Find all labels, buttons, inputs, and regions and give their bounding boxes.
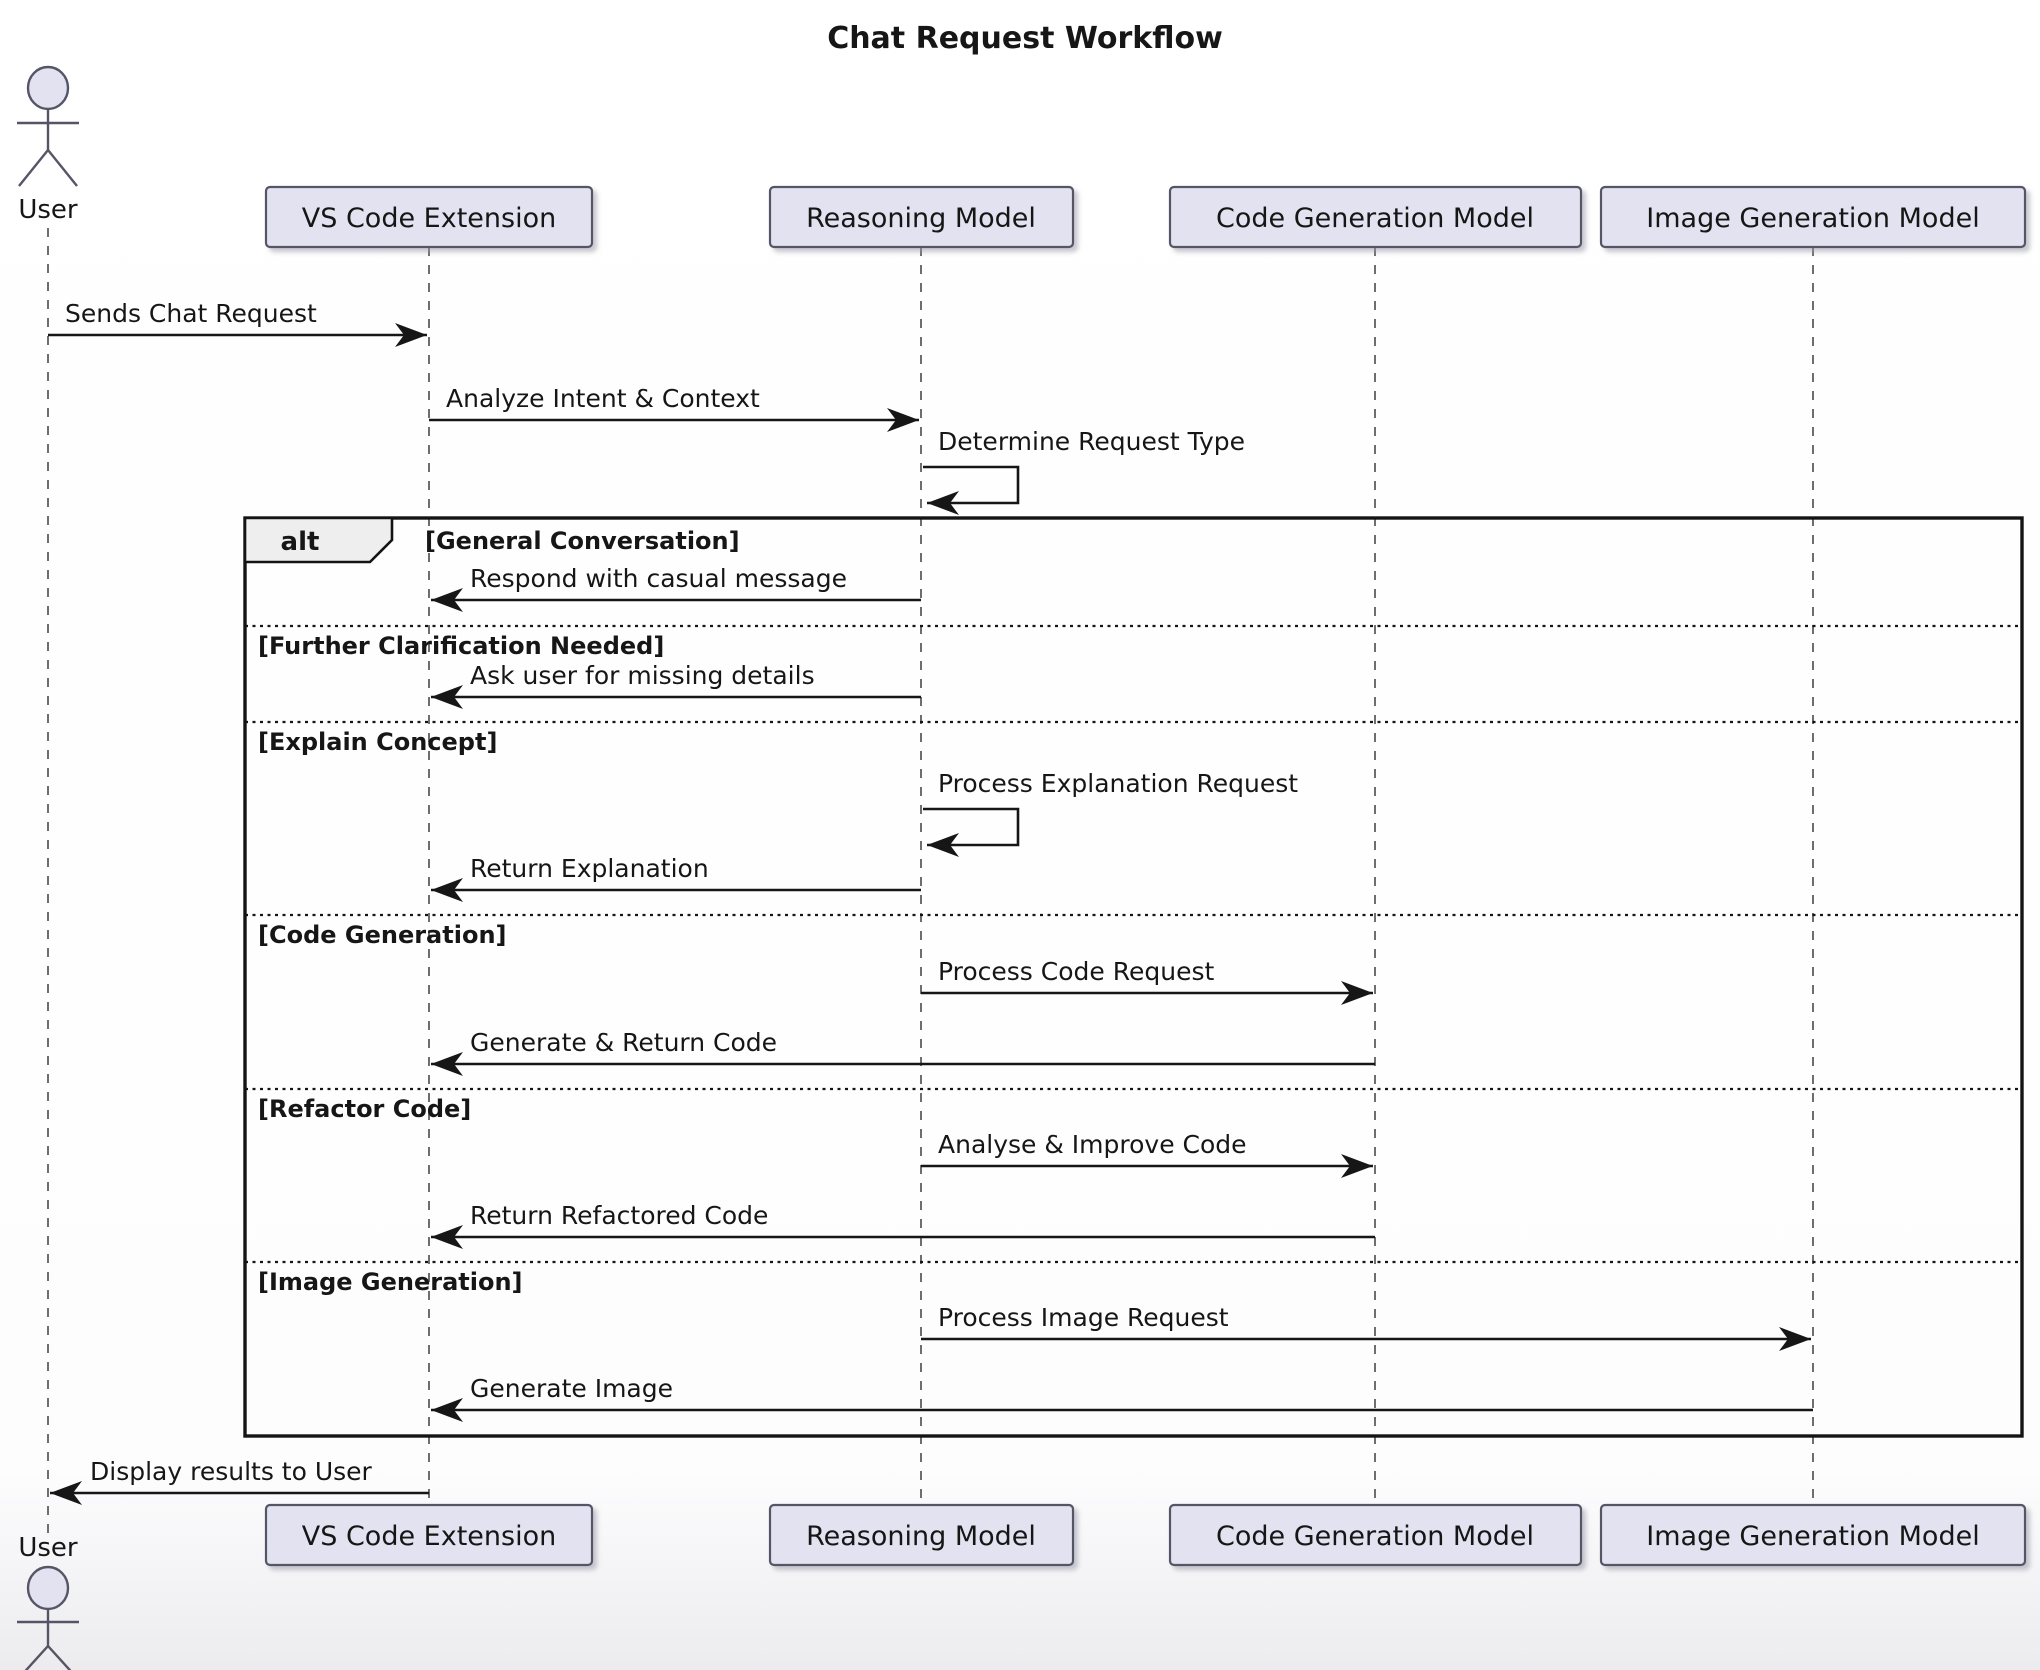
self-message-arrow: [923, 467, 1018, 503]
message-label: Generate Image: [470, 1374, 674, 1403]
participant-label: Image Generation Model: [1646, 203, 1980, 234]
actor-legs: [19, 150, 77, 186]
participant-label: Reasoning Model: [806, 203, 1036, 234]
message-process-code-request: [921, 957, 1373, 993]
message-generate-return-code: [431, 1028, 1375, 1064]
participant-label: Code Generation Model: [1216, 1521, 1534, 1552]
message-label: Analyze Intent & Context: [446, 384, 760, 413]
message-return-refactored-code: [431, 1201, 1375, 1237]
message-generate-image: [431, 1374, 1813, 1410]
message-process-image-request: [921, 1303, 1811, 1339]
message-label: Return Refactored Code: [470, 1201, 769, 1230]
participant-top-vscode-extension: [266, 187, 592, 247]
message-label: Sends Chat Request: [65, 299, 317, 328]
condition-code-generation: [Code Generation]: [258, 921, 507, 949]
message-determine-request-type: [923, 427, 1245, 503]
diagram-title: Chat Request Workflow: [827, 21, 1223, 56]
message-return-explanation: [431, 854, 921, 890]
message-label: Process Explanation Request: [938, 769, 1299, 798]
actor-head: [28, 67, 68, 109]
self-message-arrow: [923, 809, 1018, 845]
lifelines: [48, 228, 1813, 1540]
actor-label-bottom: User: [18, 1533, 78, 1563]
participant-bottom-vscode-extension: [266, 1505, 592, 1565]
participant-label: Code Generation Model: [1216, 203, 1534, 234]
condition-image-generation: [Image Generation]: [258, 1268, 523, 1296]
participant-bottom-reasoning-model: [770, 1505, 1073, 1565]
message-analyse-improve-code: [921, 1130, 1373, 1166]
alt-frame: [245, 518, 2022, 1436]
participants-top: [266, 187, 2025, 247]
participant-top-code-generation-model: [1170, 187, 1581, 247]
message-label: Process Image Request: [938, 1303, 1229, 1332]
actor-user-bottom: [17, 1533, 79, 1670]
participant-bottom-image-generation-model: [1601, 1505, 2025, 1565]
participant-label: Reasoning Model: [806, 1521, 1036, 1552]
message-process-explanation: [923, 769, 1298, 845]
message-analyze-intent-context: [429, 384, 919, 420]
message-sends-chat-request: [48, 299, 427, 335]
message-label: Determine Request Type: [938, 427, 1246, 456]
condition-general-conversation: [General Conversation]: [425, 527, 740, 555]
message-label: Display results to User: [90, 1457, 372, 1486]
participant-top-image-generation-model: [1601, 187, 2025, 247]
message-display-results: [50, 1457, 429, 1493]
condition-explain-concept: [Explain Concept]: [258, 728, 498, 756]
participant-label: VS Code Extension: [301, 1521, 557, 1552]
message-label: Generate & Return Code: [470, 1028, 778, 1057]
actor-label-top: User: [18, 195, 78, 225]
message-label: Process Code Request: [938, 957, 1215, 986]
participant-label: Image Generation Model: [1646, 1521, 1980, 1552]
message-label: Analyse & Improve Code: [938, 1130, 1247, 1159]
participants-bottom: [266, 1505, 2025, 1565]
participant-label: VS Code Extension: [301, 203, 557, 234]
actor-legs: [19, 1646, 77, 1670]
actor-user-top: [17, 67, 79, 225]
condition-further-clarification: [Further Clarification Needed]: [258, 632, 665, 660]
message-label: Respond with casual message: [470, 564, 847, 593]
participant-top-reasoning-model: [770, 187, 1073, 247]
message-label: Return Explanation: [470, 854, 709, 883]
message-label: Ask user for missing details: [470, 661, 815, 690]
alt-operator-label: alt: [280, 527, 320, 557]
message-respond-casual: [431, 564, 921, 600]
message-ask-missing-details: [431, 661, 921, 697]
condition-refactor-code: [Refactor Code]: [258, 1095, 472, 1123]
participant-bottom-code-generation-model: [1170, 1505, 1581, 1565]
actor-head: [28, 1567, 68, 1609]
